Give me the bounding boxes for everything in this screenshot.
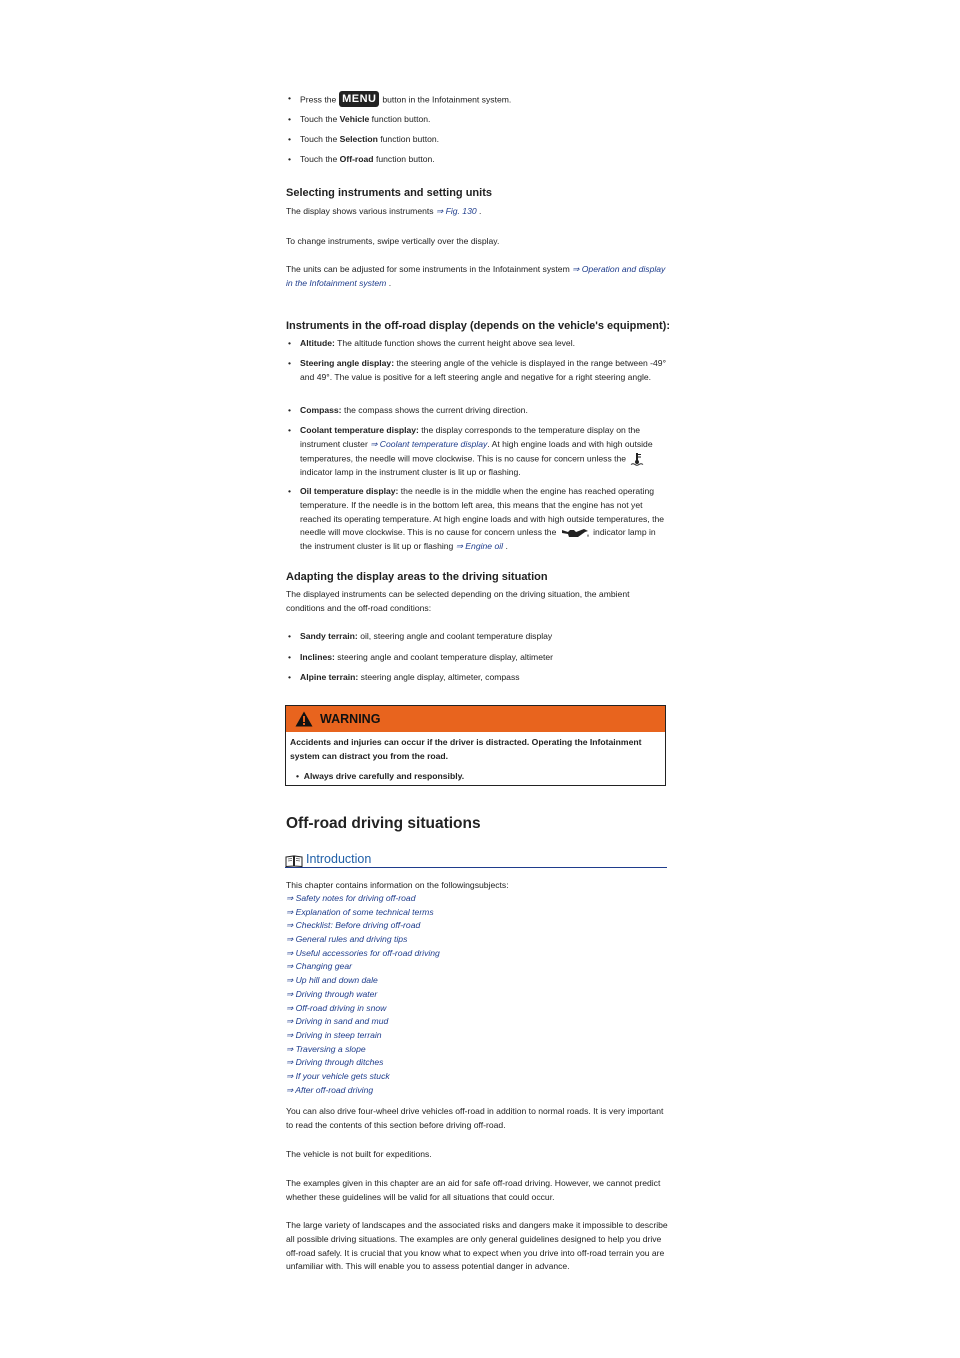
item-text: oil, steering angle and coolant temperature display	[360, 631, 553, 641]
bullet: •	[288, 358, 292, 368]
step-bold: Selection	[339, 134, 378, 144]
bullet: •	[288, 114, 292, 124]
step-text: function button.	[371, 114, 431, 124]
link-traversing-slope[interactable]: ⇒ Traversing a slope	[286, 1043, 366, 1054]
item-text: the needle is in the middle when the engine has reached operating temperature. If the needle is in the bottom left area, this means that the engine has not yet reached its operating temperature. At high engine loads and with high outside temperatures, the needle will move clockwise. This is no cause for concern unless the	[300, 486, 665, 538]
step-text: Touch the	[300, 154, 338, 164]
warning-header	[286, 706, 665, 732]
link-changing-gear[interactable]: ⇒ Changing gear	[286, 961, 352, 972]
step-text: function button.	[380, 134, 440, 144]
para-text: The units can be adjusted for some instruments in the Infotainment system	[286, 264, 570, 274]
link-driving-through-water[interactable]: ⇒ Driving through water	[286, 988, 378, 999]
item-oil	[288, 485, 668, 554]
step-text: button in the Infotainment system.	[382, 94, 512, 105]
item-sandy-terrain	[288, 630, 668, 644]
warning-title: WARNING	[320, 712, 381, 726]
warning-box	[285, 705, 666, 786]
link-coolant-temperature[interactable]: ⇒ Coolant temperature display	[370, 438, 488, 449]
link-steep-terrain[interactable]: ⇒ Driving in steep terrain	[286, 1029, 382, 1040]
bullet: •	[288, 338, 292, 348]
step-touch-selection	[288, 133, 668, 147]
heading-selecting-instruments: Selecting instruments and setting units	[286, 187, 492, 199]
link-checklist[interactable]: ⇒ Checklist: Before driving off-road	[286, 920, 421, 931]
book-icon	[285, 855, 303, 867]
link-useful-accessories[interactable]: ⇒ Useful accessories for off-road driving	[286, 947, 440, 958]
para-not-expeditions: The vehicle is not built for expeditions.	[286, 1149, 432, 1159]
item-label: Oil temperature display:	[300, 486, 399, 496]
bullet: •	[288, 93, 292, 103]
item-coolant	[288, 424, 668, 479]
item-text: the display corresponds to the temperature display on the instrument cluster	[300, 425, 641, 449]
heading-offroad-situations: Off-road driving situations	[286, 815, 481, 832]
warning-body	[286, 732, 665, 783]
introduction-header	[285, 852, 667, 868]
link-up-hill-down-dale[interactable]: ⇒ Up hill and down dale	[286, 975, 378, 986]
heading-adapting-display: Adapting the display areas to the driving situation	[286, 571, 548, 583]
para-examples: The examples given in this chapter are an aid for safe off-road driving. However, we cannot predict whether these guidelines will be valid for all situations that could occur.	[286, 1178, 661, 1202]
oil-pressure-icon	[560, 527, 590, 539]
item-inclines	[288, 651, 668, 665]
item-text: steering angle display, altimeter, compass	[360, 672, 520, 682]
bullet: •	[288, 154, 292, 164]
link-operation-display[interactable]: ⇒ Operation and display in the Infotainment system	[286, 264, 666, 288]
item-label: Compass:	[300, 405, 342, 415]
item-label: Sandy terrain:	[300, 631, 358, 641]
bullet: •	[288, 652, 292, 662]
item-label: Steering angle display:	[300, 358, 395, 368]
link-after-offroad[interactable]: ⇒ After off-road driving	[286, 1084, 374, 1095]
chapter-link-list	[286, 892, 668, 1097]
bullet: •	[288, 405, 292, 415]
item-steering	[288, 357, 668, 385]
heading-instruments-offroad: Instruments in the off-road display (depends on the vehicle's equipment):	[286, 320, 670, 332]
para-four-wheel-drive: You can also drive four-wheel drive vehicles off-road in addition to normal roads. It is very important to read the contents of this section before driving off-road.	[286, 1106, 664, 1130]
para-text: .	[479, 206, 482, 216]
link-engine-oil[interactable]: ⇒ Engine oil	[455, 541, 504, 552]
bullet: •	[288, 672, 292, 682]
step-text: function button.	[375, 154, 435, 164]
introduction-title: Introduction	[306, 852, 372, 866]
link-safety-notes[interactable]: ⇒ Safety notes for driving off-road	[286, 893, 416, 903]
link-fig-130[interactable]: ⇒ Fig. 130	[435, 206, 477, 216]
link-sand-mud[interactable]: ⇒ Driving in sand and mud	[286, 1016, 389, 1027]
item-text: indicator lamp in the instrument cluster is lit up or flashing	[300, 527, 656, 552]
link-through-ditches[interactable]: ⇒ Driving through ditches	[286, 1057, 384, 1068]
link-general-rules[interactable]: ⇒ General rules and driving tips	[286, 934, 408, 945]
bullet: •	[288, 486, 292, 496]
item-text: steering angle and coolant temperature display, altimeter	[337, 652, 554, 662]
bullet: •	[288, 425, 292, 435]
bullet: •	[288, 134, 292, 144]
step-text: Touch the	[300, 134, 338, 144]
link-technical-terms[interactable]: ⇒ Explanation of some technical terms	[286, 906, 434, 917]
link-offroad-snow[interactable]: ⇒ Off-road driving in snow	[286, 1002, 387, 1013]
para-adapting-intro: The displayed instruments can be selected depending on the driving situation, the ambient conditions and the off-road conditions:	[286, 589, 630, 613]
para-text: .	[388, 277, 392, 288]
link-vehicle-stuck[interactable]: ⇒ If your vehicle gets stuck	[286, 1070, 390, 1081]
warning-triangle-icon	[295, 711, 313, 727]
item-text: . At high engine loads and with high outside temperatures, the needle will move clockwise. This is no cause for concern unless the	[300, 438, 653, 463]
item-altitude	[288, 337, 668, 351]
item-text: indicator lamp in the instrument cluster is lit up or flashing.	[300, 466, 521, 477]
item-label: Coolant temperature display:	[300, 425, 419, 435]
para-change-instruments: To change instruments, swipe vertically over the display.	[286, 236, 500, 246]
step-press-menu	[288, 92, 668, 108]
step-touch-offroad	[288, 153, 668, 167]
item-compass	[288, 404, 668, 418]
step-text: Press the	[300, 94, 337, 105]
warning-bullet: • Always drive carefully and responsibly.	[296, 770, 465, 781]
step-touch-vehicle	[288, 113, 668, 127]
item-text: the compass shows the current driving direction.	[343, 405, 528, 415]
item-label: Alpine terrain:	[300, 672, 359, 682]
warning-bullet-text: Always drive carefully and responsibly.	[303, 770, 465, 781]
item-text: The altitude function shows the current height above sea level.	[337, 338, 575, 348]
para-text: The display shows various instruments	[286, 206, 434, 216]
step-text: Touch the	[300, 114, 338, 124]
item-label: Inclines:	[300, 652, 335, 662]
item-label: Altitude:	[300, 338, 335, 348]
item-alpine-terrain	[288, 671, 668, 685]
warning-text: Accidents and injuries can occur if the driver is distracted. Operating the Infotainment system can distract you from the road.	[290, 737, 642, 761]
step-bold: Off-road	[339, 154, 374, 164]
item-text: .	[505, 541, 508, 552]
para-units	[286, 263, 668, 291]
para-landscapes: The large variety of landscapes and the associated risks and dangers make it impossible to describe all possible driving situations. The examples are only general guidelines designed to help you drive off-road safely. It is crucial that you know what to expect when you drive into off-road terrain you are unfamiliar with. This will enable you to assess potential danger in advance.	[286, 1220, 668, 1272]
bullet: •	[288, 631, 292, 641]
coolant-temperature-icon	[630, 452, 644, 466]
step-bold: Vehicle	[339, 114, 370, 124]
item-text: the steering angle of the vehicle is displayed in the range between -49° and 49°. The value is positive for a left steering angle and negative for a right steering angle.	[300, 358, 667, 382]
menu-button-icon: MENU	[339, 91, 379, 107]
para-display-shows	[286, 205, 668, 219]
para-chapter-intro: This chapter contains information on the followingsubjects:	[286, 880, 509, 890]
